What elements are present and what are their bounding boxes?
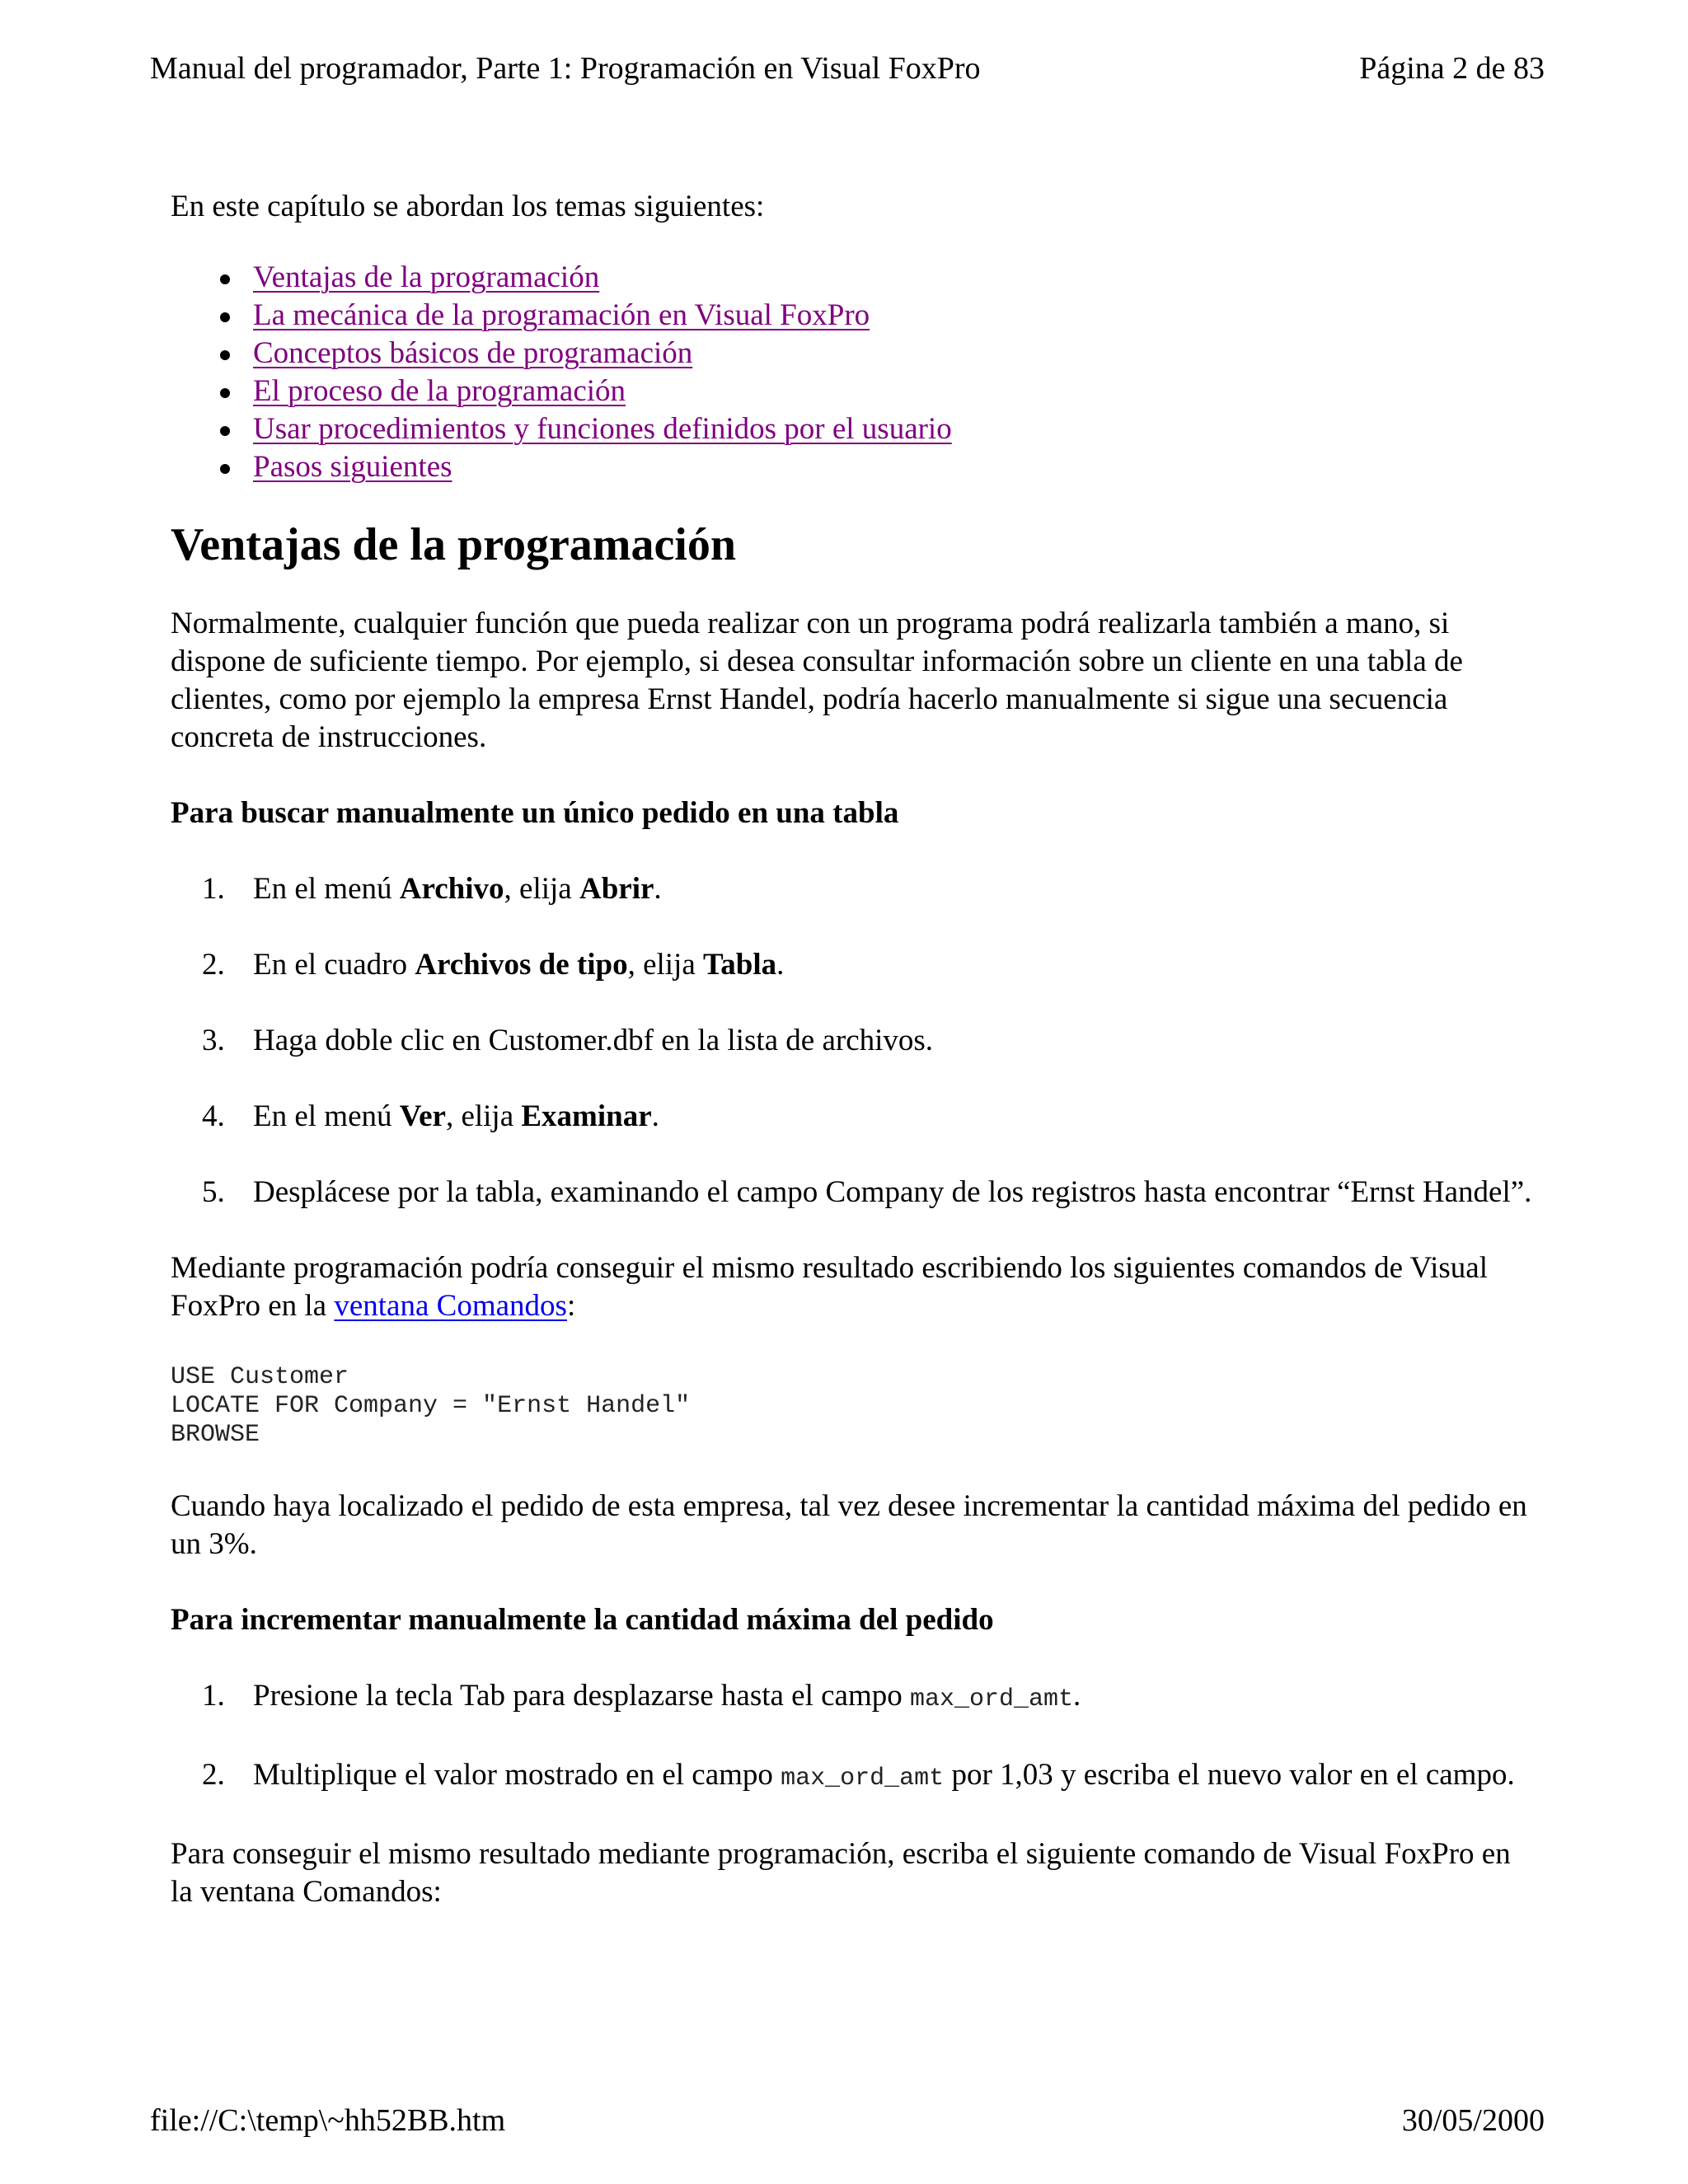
section-heading: Ventajas de la programación: [171, 519, 736, 570]
document-body: [171, 188, 1539, 1911]
step-text: , elija: [627, 948, 704, 982]
topic-link-proceso[interactable]: El proceso de la programación: [253, 374, 626, 408]
procedure-steps: [171, 1677, 1539, 1797]
step-text: Haga doble clic en Customer.dbf en la lista de archivos.: [253, 1024, 934, 1057]
step-item: [171, 1174, 1539, 1212]
running-header: [150, 48, 1545, 89]
step-text: por 1,03 y escriba el nuevo valor en el campo.: [944, 1758, 1515, 1792]
menu-name: Archivo: [399, 872, 504, 906]
step-text: Presione la tecla Tab para desplazarse hasta el campo: [253, 1679, 910, 1713]
command-name: Abrir: [579, 872, 654, 906]
step-item: [171, 1677, 1539, 1718]
topic-item: [171, 448, 1539, 486]
page-number: Página 2 de 83: [1359, 51, 1545, 86]
procedure-steps: [171, 870, 1539, 1212]
command-window-link[interactable]: ventana Comandos: [334, 1289, 567, 1323]
step-item: [171, 946, 1539, 984]
code-line: LOCATE FOR Company = "Ernst Handel": [171, 1392, 691, 1420]
step-number: 5.: [202, 1175, 225, 1209]
document-title: Manual del programador, Parte 1: Programación en Visual FoxPro: [150, 51, 981, 86]
step-text: , elija: [504, 872, 579, 906]
command-name: Examinar: [521, 1099, 652, 1133]
menu-name: Ver: [399, 1099, 446, 1133]
code-line: USE Customer: [171, 1363, 349, 1391]
step-text: En el cuadro: [253, 948, 415, 982]
procedure-title: Para buscar manualmente un único pedido en una tabla: [171, 796, 899, 830]
step-item: [171, 870, 1539, 908]
step-number: 2.: [202, 1758, 225, 1792]
file-path: file://C:\temp\~hh52BB.htm: [150, 2103, 506, 2138]
step-text: .: [654, 872, 662, 906]
procedure-title: Para incrementar manualmente la cantidad máxima del pedido: [171, 1603, 994, 1637]
step-item: [171, 1022, 1539, 1060]
step-text: En el menú: [253, 1099, 400, 1133]
step-text: En el menú: [253, 872, 400, 906]
option-name: Tabla: [703, 948, 777, 982]
topic-item: [171, 335, 1539, 373]
paragraph-intro: Normalmente, cualquier función que pueda realizar con un programa podrá realizarla también a mano, si dispone de suficiente tiempo. Por ejemplo, si desea consultar información sobre un cliente en una tabla de clientes, como por ejemplo la empresa Ernst Handel, podría hacerlo manualmente si sigue una secuencia concreta de instrucciones.: [171, 607, 1463, 754]
paragraph-programming: [171, 1249, 1539, 1325]
step-text: .: [776, 948, 785, 982]
code-line: BROWSE: [171, 1421, 260, 1449]
step-number: 1.: [202, 872, 225, 906]
step-number: 2.: [202, 948, 225, 982]
paragraph-increment: Cuando haya localizado el pedido de esta empresa, tal vez desee incrementar la cantidad máxima del pedido en un 3%.: [171, 1489, 1527, 1561]
step-text: Desplácese por la tabla, examinando el campo Company de los registros hasta encontrar “Ernst Handel”.: [253, 1175, 1532, 1209]
intro-text: En este capítulo se abordan los temas siguientes:: [171, 190, 765, 223]
paragraph-text: Mediante programación podría conseguir el mismo resultado escribiendo los siguientes comandos de Visual FoxPro en la: [171, 1251, 1488, 1323]
topic-link-ventajas[interactable]: Ventajas de la programación: [253, 260, 600, 294]
step-number: 1.: [202, 1679, 225, 1713]
field-code: max_ord_amt: [781, 1765, 945, 1793]
topic-link-mecanica[interactable]: La mecánica de la programación en Visual FoxPro: [253, 298, 870, 332]
paragraph-text: :: [566, 1289, 576, 1323]
step-text: .: [651, 1099, 659, 1133]
step-item: [171, 1756, 1539, 1797]
code-block: [171, 1363, 1539, 1450]
topic-item: [171, 373, 1539, 410]
step-item: [171, 1098, 1539, 1136]
topic-link-pasos[interactable]: Pasos siguientes: [253, 450, 452, 484]
step-text: Multiplique el valor mostrado en el campo: [253, 1758, 781, 1792]
step-text: .: [1073, 1679, 1081, 1713]
paragraph-closing: Para conseguir el mismo resultado mediante programación, escriba el siguiente comando de Visual FoxPro en la ventana Comandos:: [171, 1837, 1511, 1909]
topic-item: [171, 410, 1539, 448]
topic-item: [171, 297, 1539, 335]
topic-link-procedimientos[interactable]: Usar procedimientos y funciones definidos por el usuario: [253, 412, 952, 446]
topic-item: [171, 259, 1539, 297]
field-code: max_ord_amt: [910, 1685, 1074, 1713]
topics-list: [171, 259, 1539, 486]
running-footer: [150, 2100, 1545, 2141]
print-date: 30/05/2000: [1401, 2103, 1545, 2138]
step-number: 4.: [202, 1099, 225, 1133]
step-number: 3.: [202, 1024, 225, 1057]
field-name: Archivos de tipo: [415, 948, 628, 982]
topic-link-conceptos[interactable]: Conceptos básicos de programación: [253, 336, 693, 370]
step-text: , elija: [445, 1099, 522, 1133]
